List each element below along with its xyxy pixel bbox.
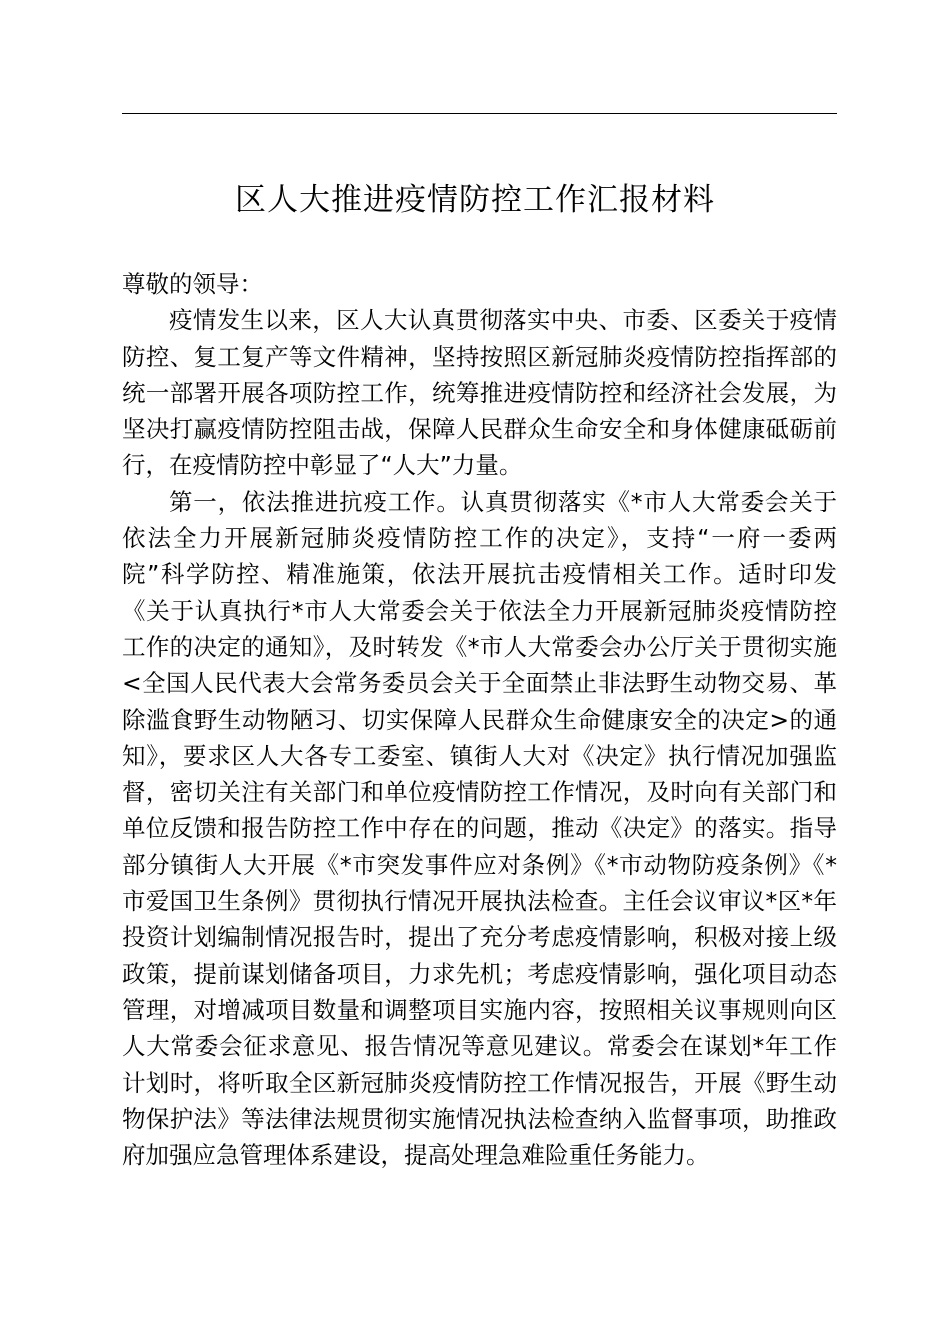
paragraph-first-point: 第一，依法推进抗疫工作。认真贯彻落实《*市人大常委会关于依法全力开展新冠肺炎疫情防控工作的决定》，支持“一府一委两院”科学防控、精准施策，依法开展抗击疫情相关工作。适时印发《关于认真执行*市人大常委会关于依法全力开展新冠肺炎疫情防控工作的决定的通知》，及时转发《*市人大常委会办公厅关于贯彻实施<全国人民代表大会常务委员会关于全面禁止非法野生动物交易、革除滥食野生动物陋习、切实保障人民群众生命健康安全的决定>的通知》，要求区人大各专工委室、镇街人大对《决定》执行情况加强监督，密切关注有关部门和单位疫情防控工作情况，及时向有关部门和单位反馈和报告防控工作中存在的问题，推动《决定》的落实。指导部分镇街人大开展《*市突发事件应对条例》《*市动物防疫条例》《*市爱国卫生条例》贯彻执行情况开展执法检查。主任会议审议*区*年投资计划编制情况报告时，提出了充分考虑疫情影响，积极对接上级政策，提前谋划储备项目，力求先机；考虑疫情影响，强化项目动态管理，对增减项目数量和调整项目实施内容，按照相关议事规则向区人大常委会征求意见、报告情况等意见建议。常委会在谋划*年工作计划时，将听取全区新冠肺炎疫情防控工作情况报告，开展《野生动物保护法》等法律法规贯彻实施情况执法检查纳入监督事项，助推政府加强应急管理体系建设，提高处理急难险重任务能力。	[122, 487, 837, 1170]
document-title: 区人大推进疫情防控工作汇报材料	[235, 182, 715, 218]
header-rule	[122, 113, 837, 114]
paragraph-intro: 疫情发生以来，区人大认真贯彻落实中央、市委、区委关于疫情防控、复工复产等文件精神，坚持按照区新冠肺炎疫情防控指挥部的统一部署开展各项防控工作，统筹推进疫情防控和经济社会发展，为坚决打赢疫情防控阻击战，保障人民群众生命安全和身体健康砥砺前行，在疫情防控中彰显了“人大”力量。	[122, 306, 837, 480]
document-body	[122, 266, 837, 1173]
salutation: 尊敬的领导：	[122, 270, 263, 298]
